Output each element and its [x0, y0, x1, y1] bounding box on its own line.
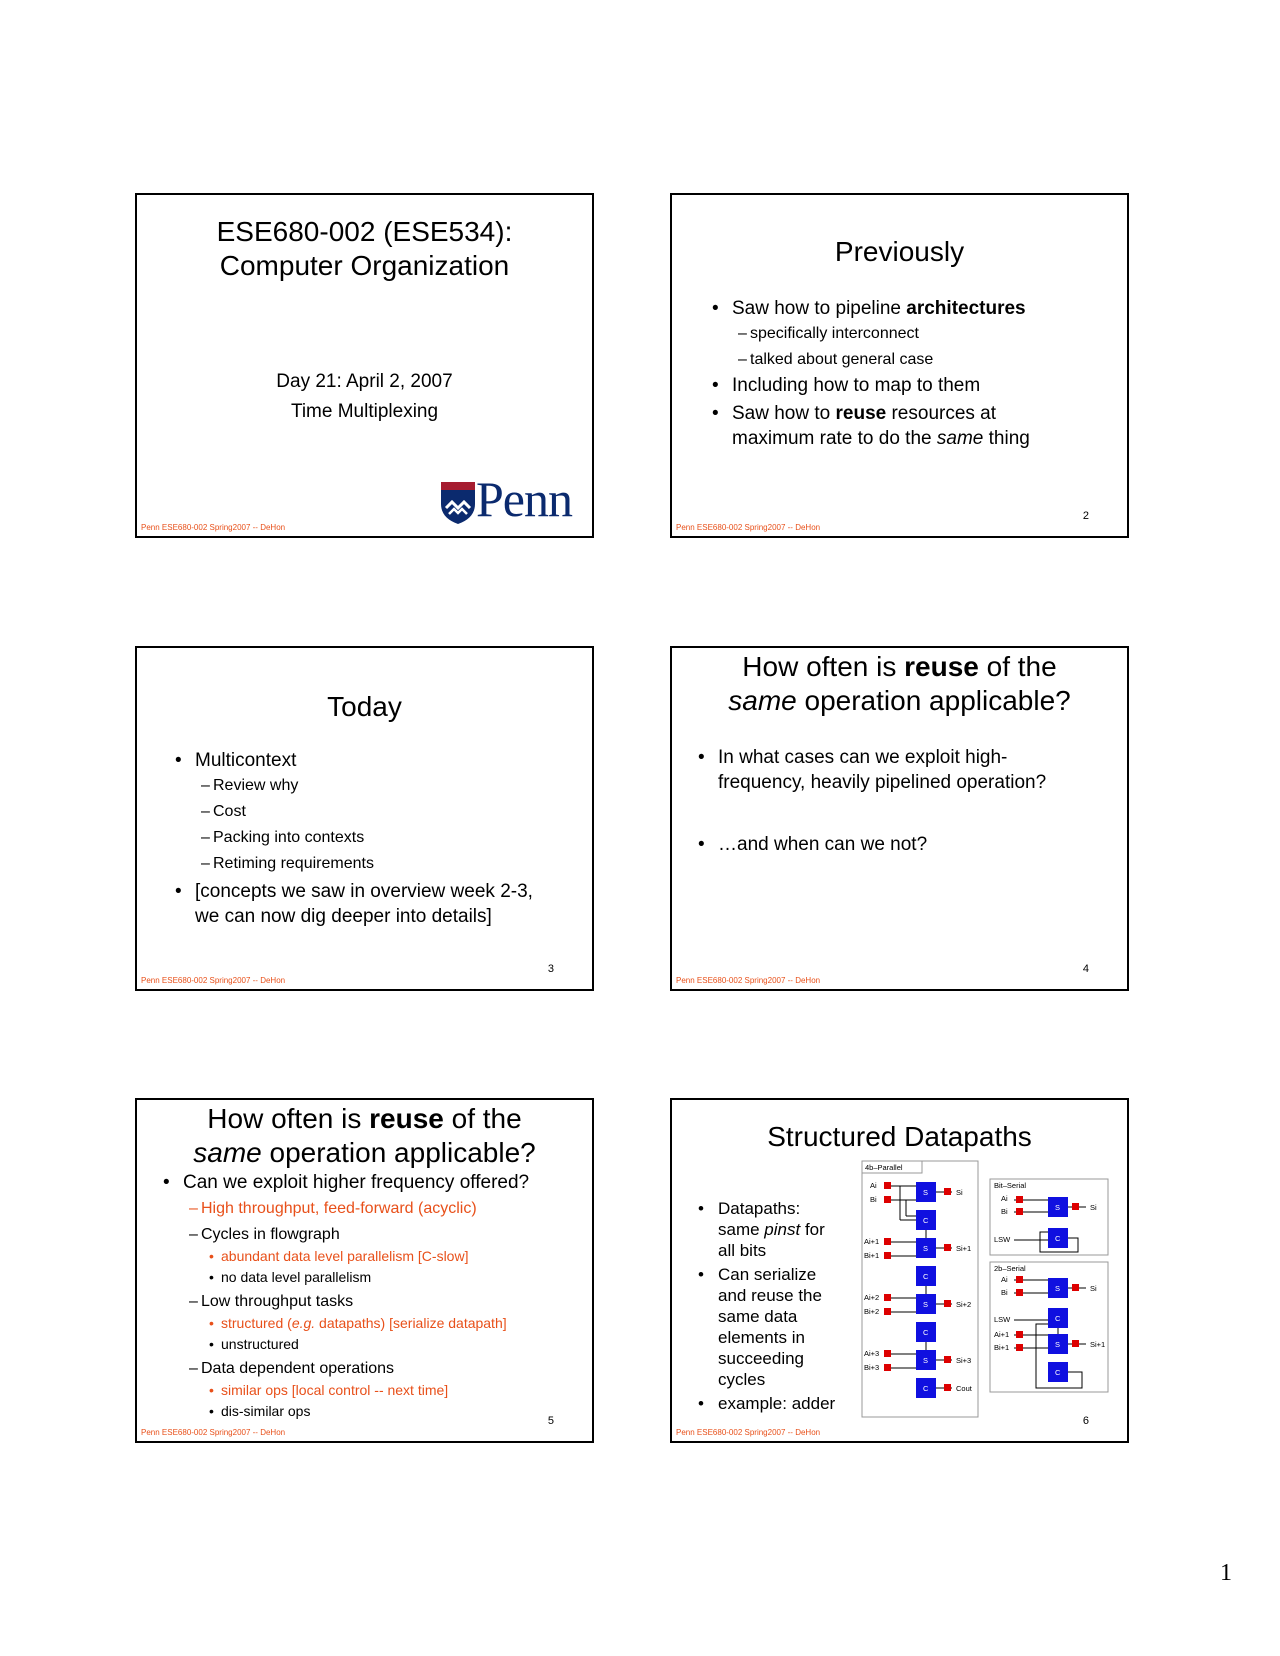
sub-sub-bullet: • no data level parallelism [163, 1267, 588, 1288]
sub-bullet: – Retiming requirements [175, 851, 585, 877]
slide-1-title: ESE680-002 (ESE534): Computer Organization [216, 216, 513, 281]
adder-stage-1 [864, 1230, 971, 1286]
page-number: 1 [1220, 1560, 1232, 1586]
svg-text:Bi+1: Bi+1 [864, 1251, 880, 1260]
penn-wordmark: Penn [476, 471, 572, 527]
svg-text:Si+3: Si+3 [956, 1356, 972, 1365]
slide-5-bullets [163, 1170, 588, 1422]
svg-text:Bi: Bi [1001, 1288, 1008, 1297]
svg-text:C: C [923, 1384, 929, 1393]
svg-text:S: S [1055, 1340, 1061, 1349]
bit-serial-diagram [990, 1179, 1108, 1255]
sub-sub-bullet: • unstructured [163, 1334, 588, 1355]
slide-2-bullets [712, 296, 1112, 451]
svg-text:Ai: Ai [1001, 1275, 1008, 1284]
slide-1 [135, 193, 594, 538]
svg-text:Si+1: Si+1 [956, 1244, 972, 1253]
svg-text:Bi: Bi [1001, 1207, 1008, 1216]
slide-number: 5 [547, 1415, 554, 1427]
svg-text:C: C [923, 1216, 929, 1225]
svg-text:Si: Si [1090, 1203, 1097, 1212]
slide-number: 4 [1082, 963, 1089, 975]
svg-text:Bit–Serial: Bit–Serial [994, 1181, 1027, 1190]
slide-footer: Penn ESE680-002 Spring2007 -- DeHon [141, 976, 286, 985]
slide-6-bullets [698, 1198, 858, 1414]
sub-sub-bullet: • dis-similar ops [163, 1401, 588, 1422]
svg-text:S: S [923, 1356, 929, 1365]
two-bit-serial-diagram [990, 1262, 1108, 1392]
svg-text:Ai+1: Ai+1 [864, 1237, 880, 1246]
adder-stage-2 [864, 1286, 971, 1342]
bullet: • In what cases can we exploit high- frequency, heavily pipelined operation? [698, 745, 1118, 795]
svg-text:S: S [1055, 1203, 1061, 1212]
svg-text:Ai+3: Ai+3 [864, 1349, 880, 1358]
slide-2-title: Previously [834, 236, 965, 267]
bullet: • [concepts we saw in overview week 2-3, we can now dig deeper into details] [175, 879, 585, 929]
svg-text:Ai+2: Ai+2 [864, 1293, 880, 1302]
svg-text:S: S [1055, 1284, 1061, 1293]
bullet: • Saw how to reuse resources at maximum rate to do the same thing [712, 401, 1112, 451]
bullet: • Can we exploit higher frequency offered? [163, 1170, 588, 1195]
sub-bullet: – Cost [175, 799, 585, 825]
svg-text:C: C [1055, 1368, 1061, 1377]
svg-text:2b–Serial: 2b–Serial [994, 1264, 1026, 1273]
sub-bullet: – High throughput, feed-forward (acyclic) [163, 1198, 588, 1220]
slide-1-subtitle: Day 21: April 2, 2007 Time Multiplexing [276, 371, 453, 422]
parallel-label: 4b–Parallel [865, 1163, 903, 1172]
bullet: • Can serialize and reuse the same data elements in succeeding cycles [698, 1264, 858, 1390]
sub-bullet: – specifically interconnect [712, 321, 1112, 347]
bullet: • Multicontext [175, 748, 585, 773]
slide-footer: Penn ESE680-002 Spring2007 -- DeHon [141, 523, 286, 532]
svg-text:LSW: LSW [994, 1315, 1011, 1324]
slide-number: 2 [1082, 510, 1089, 522]
svg-text:C: C [923, 1272, 929, 1281]
slide-footer: Penn ESE680-002 Spring2007 -- DeHon [676, 976, 821, 985]
slide-footer: Penn ESE680-002 Spring2007 -- DeHon [676, 523, 821, 532]
bullet: • …and when can we not? [698, 832, 1118, 857]
svg-text:Si: Si [1090, 1284, 1097, 1293]
svg-text:S: S [923, 1188, 929, 1197]
sub-bullet: – Packing into contexts [175, 825, 585, 851]
svg-text:Ai: Ai [1001, 1194, 1008, 1203]
svg-text:Si+2: Si+2 [956, 1300, 972, 1309]
sub-sub-bullet: • abundant data level parallelism [C-slow] [163, 1246, 588, 1267]
sub-bullet: – Data dependent operations [163, 1358, 588, 1380]
sub-sub-bullet: • similar ops [local control -- next time] [163, 1380, 588, 1401]
svg-text:C: C [1055, 1314, 1061, 1323]
slide-3 [135, 646, 594, 991]
svg-text:C: C [1055, 1234, 1061, 1243]
svg-text:Cout: Cout [956, 1384, 972, 1393]
slide-5-title: How often is reuse of the same operation applicable? [193, 1103, 536, 1168]
svg-text:Bi: Bi [870, 1195, 877, 1204]
svg-text:Bi+3: Bi+3 [864, 1363, 880, 1372]
svg-text:S: S [923, 1244, 929, 1253]
bullet: • Including how to map to them [712, 373, 1112, 398]
penn-logo [440, 471, 590, 528]
slide-footer: Penn ESE680-002 Spring2007 -- DeHon [676, 1428, 821, 1437]
sub-bullet: – Low throughput tasks [163, 1291, 588, 1313]
slide-footer: Penn ESE680-002 Spring2007 -- DeHon [141, 1428, 286, 1437]
slide-4-bullets [698, 745, 1118, 857]
slide-3-title: Today [327, 691, 402, 722]
adder-stage-0 [870, 1181, 963, 1230]
slide-5 [135, 1098, 594, 1443]
svg-text:S: S [923, 1300, 929, 1309]
sub-bullet: – talked about general case [712, 347, 1112, 373]
slide-number: 3 [547, 963, 554, 975]
slide-3-bullets [175, 748, 585, 929]
bullet: • Saw how to pipeline architectures [712, 296, 1112, 321]
svg-text:LSW: LSW [994, 1235, 1011, 1244]
slide-4 [670, 646, 1129, 991]
svg-text:Si: Si [956, 1188, 963, 1197]
datapath-figure [860, 1160, 1120, 1420]
slide-6 [670, 1098, 1129, 1443]
slide-4-title: How often is reuse of the same operation applicable? [728, 651, 1071, 716]
svg-text:Bi+2: Bi+2 [864, 1307, 880, 1316]
sub-sub-bullet: • structured (e.g. datapaths) [serialize datapath] [163, 1313, 588, 1334]
svg-text:C: C [923, 1328, 929, 1337]
sub-bullet: – Cycles in flowgraph [163, 1224, 588, 1246]
slide-number: 6 [1082, 1415, 1089, 1427]
bullet: • Datapaths: same pinst for all bits [698, 1198, 858, 1261]
slide-2 [670, 193, 1129, 538]
svg-text:Ai: Ai [870, 1181, 877, 1190]
bullet: • example: adder [698, 1393, 858, 1414]
sub-bullet: – Review why [175, 773, 585, 799]
svg-text:Si+1: Si+1 [1090, 1340, 1106, 1349]
svg-text:Ai+1: Ai+1 [994, 1330, 1010, 1339]
slide-6-title: Structured Datapaths [767, 1121, 1032, 1152]
adder-stage-3 [864, 1342, 973, 1398]
svg-text:Bi+1: Bi+1 [994, 1343, 1010, 1352]
